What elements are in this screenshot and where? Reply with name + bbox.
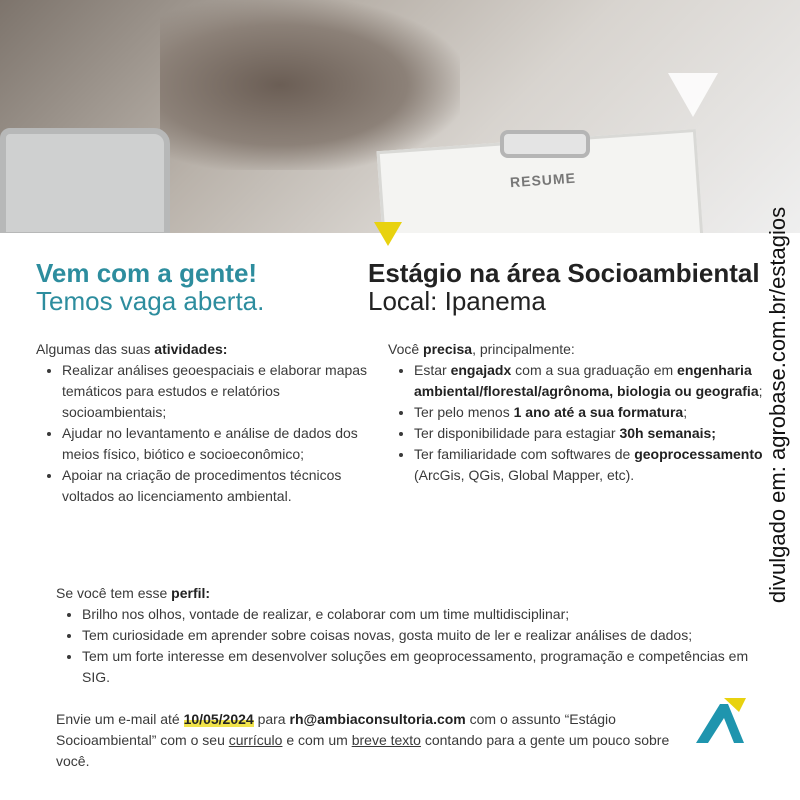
bold: engenharia ambiental/florestal/agrônoma, biologia ou geografia xyxy=(414,362,759,399)
job-title-text: Estágio na área Socioambiental xyxy=(368,258,760,288)
requirement-item xyxy=(414,444,773,486)
apply-instructions xyxy=(56,709,676,772)
resume-label: RESUME xyxy=(509,169,577,191)
text: ; xyxy=(683,404,688,420)
text: com o assunto “Estágio Socioambiental” com o seu xyxy=(56,711,616,748)
activities-intro-bold: atividades: xyxy=(154,341,228,357)
req-intro-suffix: , principalmente: xyxy=(472,341,575,357)
job-location: Local: Ipanema xyxy=(368,286,546,316)
text: Ter pelo menos xyxy=(414,404,514,420)
text: e com um xyxy=(282,732,352,748)
heading-line-2: Temos vaga aberta. xyxy=(36,286,265,316)
activities-intro: Algumas das suas xyxy=(36,341,155,357)
bold: engajadx xyxy=(450,362,512,378)
text: para xyxy=(253,711,290,727)
clipboard-clip xyxy=(500,130,590,158)
company-logo-icon xyxy=(696,698,746,743)
activities-section xyxy=(36,339,371,507)
req-intro-bold: precisa xyxy=(423,341,473,357)
text: ; xyxy=(758,383,763,399)
source-note: divulgado em: agrobase.com.br/estagios xyxy=(765,206,790,604)
profile-intro-bold: perfil: xyxy=(171,585,211,601)
laptop xyxy=(0,128,170,233)
req-intro: Você xyxy=(388,341,424,357)
text: contando para a gente um pouco sobre você. xyxy=(56,732,670,769)
text: Envie um e-mail até xyxy=(56,711,184,727)
job-title xyxy=(368,259,760,315)
person-silhouette xyxy=(160,0,460,170)
deadline-date: 10/05/2024 xyxy=(183,711,254,727)
short-text: breve texto xyxy=(351,732,421,748)
cv-text: currículo xyxy=(228,732,283,748)
bold: geoprocessamento xyxy=(634,446,763,462)
bold: 1 ano até a sua formatura xyxy=(513,404,684,420)
profile-intro: Se você tem esse xyxy=(56,585,172,601)
requirement-item xyxy=(414,423,773,444)
activity-item: • Ajudar no levantamento e análise de dados dos meios físico, biótico e socioeconômico; xyxy=(62,423,371,465)
text: Ter disponibilidade para estagiar xyxy=(414,425,620,441)
bold: 30h semanais; xyxy=(619,425,716,441)
text: (ArcGis, QGis, Global Mapper, etc). xyxy=(414,467,635,483)
requirement-item xyxy=(414,402,773,423)
left-heading xyxy=(36,259,264,315)
text: Ter familiaridade com softwares de xyxy=(414,446,635,462)
requirements-section xyxy=(388,339,773,486)
profile-item: • Tem curiosidade em aprender sobre coisas novas, gosta muito de ler e realizar análises de dados; xyxy=(82,625,776,646)
yellow-triangle-icon xyxy=(374,222,402,246)
heading-line-1: Vem com a gente! xyxy=(36,258,258,288)
text: com a sua graduação em xyxy=(511,362,678,378)
white-triangle-icon xyxy=(668,73,718,117)
activity-item: • Apoiar na criação de procedimentos técnicos voltados ao licenciamento ambiental. xyxy=(62,465,371,507)
header-photo xyxy=(0,0,800,233)
profile-section xyxy=(56,583,776,688)
requirement-item xyxy=(414,360,773,402)
profile-item: • Tem um forte interesse em desenvolver soluções em geoprocessamento, programação e competências em SIG. xyxy=(82,646,776,688)
profile-item: • Brilho nos olhos, vontade de realizar, e colaborar com um time multidisciplinar; xyxy=(82,604,776,625)
email-link[interactable]: rh@ambiaconsultoria.com xyxy=(289,711,466,727)
text: Estar xyxy=(414,362,451,378)
activity-item: • Realizar análises geoespaciais e elaborar mapas temáticos para estudos e relatórios socioambientais; xyxy=(62,360,371,423)
